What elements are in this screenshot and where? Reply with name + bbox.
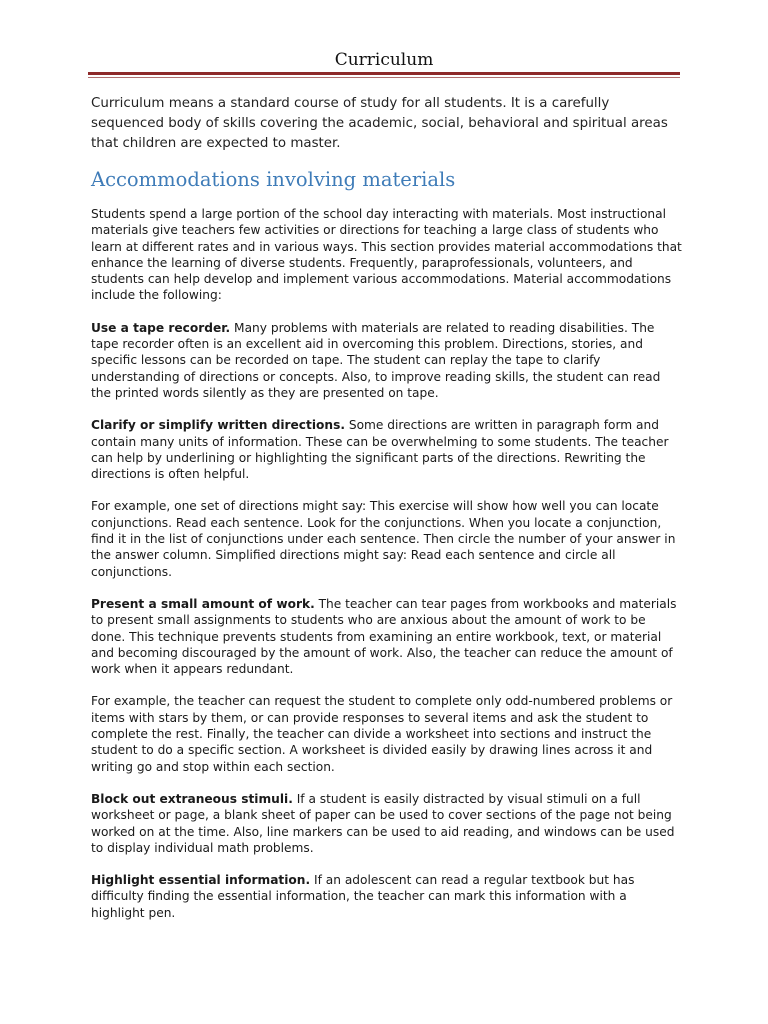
paragraph-term: Block out extraneous stimuli. — [91, 791, 293, 806]
title-divider-thick — [88, 72, 680, 75]
paragraph-text: If a student is easily distracted by visual stimuli on a full worksheet or page, a blank sheet of paper can be used to cover sections of the page not being worked on at the time. Also, line markers can be used to aid reading, and windows can be used to display individual math problems. — [91, 791, 675, 855]
intro-paragraph: Curriculum means a standard course of study for all students. It is a carefully sequenced body of skills covering the academic, social, behavioral and spiritual areas that children are expected to master. — [91, 96, 668, 151]
paragraph-block-stimuli — [91, 791, 683, 856]
paragraph-highlight-info — [91, 872, 683, 921]
paragraph-term: Present a small amount of work. — [91, 596, 315, 611]
paragraph-text: The teacher can tear pages from workbooks and materials to present small assignments to students who are anxious about the amount of work to be done. This technique prevents students from examining an entire workbook, text, or material and becoming discouraged by the amount of work. Also, the teacher can reduce the amount of work when it appears redundant. — [91, 596, 677, 677]
paragraph-small-amount-of-work — [91, 596, 683, 677]
section-body — [91, 206, 683, 937]
paragraph-directions-example — [91, 498, 683, 579]
title-divider-thin — [88, 77, 680, 78]
paragraph-intro — [91, 206, 683, 304]
paragraph-text: For example, the teacher can request the student to complete only odd-numbered problems or items with stars by them, or can provide responses to several items and ask the student to complete the rest. Finally, the teacher can divide a worksheet into sections and instruct the student to do a specific section. A worksheet is divided easily by drawing lines across it and writing go and stop within each section. — [91, 694, 673, 774]
paragraph-text: Many problems with materials are related to reading disabilities. The tape recorder often is an excellent aid in overcoming this problem. Directions, stories, and specific lessons can be recorded on tape. The student can replay the tape to clarify understanding of directions or concepts. Also, to improve reading skills, the student can read the printed words silently as they are presented on tape. — [91, 320, 661, 400]
paragraph-text: Some directions are written in paragraph form and contain many units of information. These can be overwhelming to some students. The teacher can help by underlining or highlighting the significant parts of the directions. Rewriting the directions is often helpful. — [91, 418, 669, 482]
paragraph-work-example — [91, 693, 683, 774]
paragraph-tape-recorder — [91, 320, 683, 401]
document-title: Curriculum — [334, 50, 434, 70]
paragraph-text: For example, one set of directions might say: This exercise will show how well you can locate conjunctions. Read each sentence. Look for the conjunctions. When you locate a conjunction, find it in the list of conjunctions under each sentence. Then circle the number of your answer in the answer column. Simplified directions might say: Read each sentence and circle all conjunctions. — [91, 499, 676, 579]
paragraph-text: Students spend a large portion of the school day interacting with materials. Most instructional materials give teachers few activities or directions for teaching a large class of students who learn at different rates and in various ways. This section provides material accommodations that enhance the learning of diverse students. Frequently, paraprofessionals, volunteers, and students can help develop and implement various accommodations. Material accommodations include the following: — [91, 207, 682, 303]
paragraph-term: Clarify or simplify written directions. — [91, 418, 345, 433]
paragraph-term: Use a tape recorder. — [91, 320, 231, 335]
section-heading: Accommodations involving materials — [91, 168, 456, 191]
paragraph-term: Highlight essential information. — [91, 873, 311, 888]
paragraph-clarify-directions — [91, 417, 683, 482]
paragraph-text: If an adolescent can read a regular textbook but has difficulty finding the essential information, the teacher can mark this information with a highlight pen. — [91, 873, 635, 920]
